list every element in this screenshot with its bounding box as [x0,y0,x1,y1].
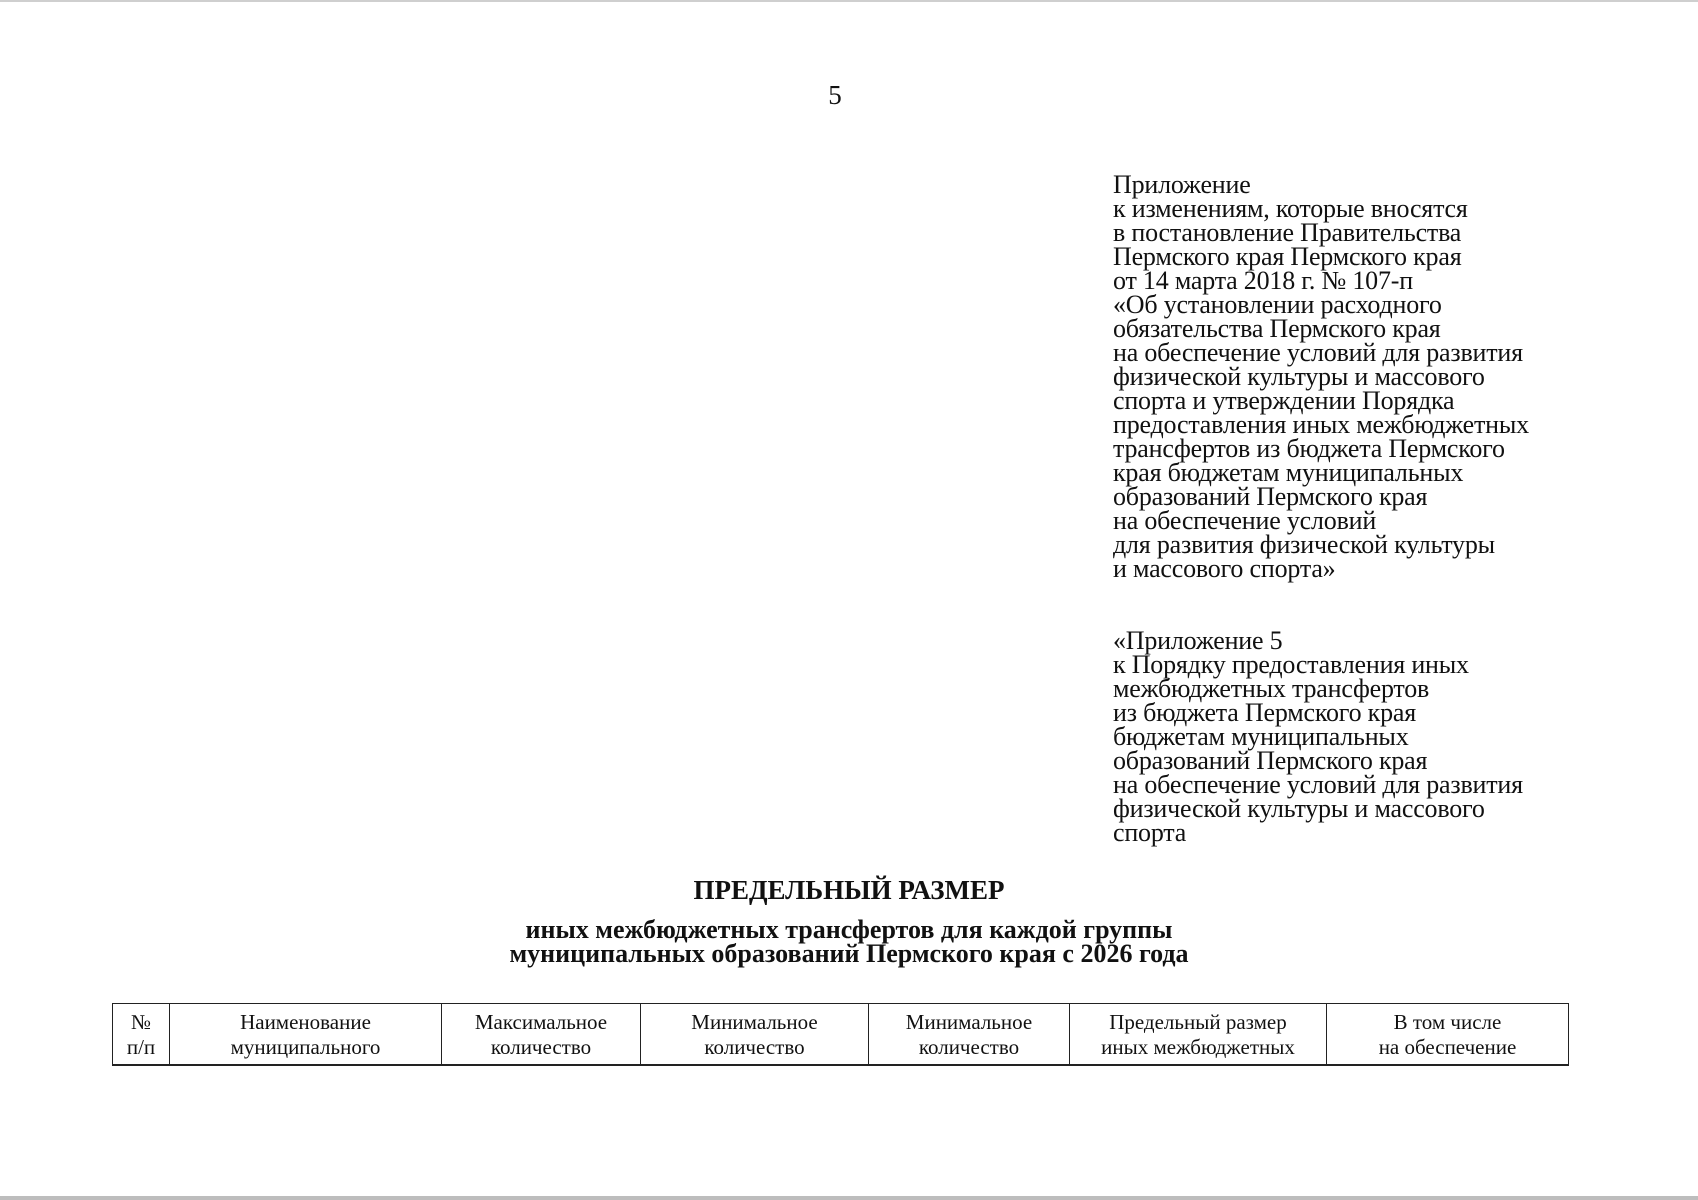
page-top-edge [0,0,1698,2]
appendix-main-line: обязательства Пермского края [1113,314,1441,343]
column-header-line: количество [704,1035,805,1059]
appendix-5-line: к Порядку предоставления иных [1113,650,1469,679]
column-header-line: на обеспечение [1378,1035,1517,1059]
appendix-5-line: физической культуры и массового [1113,794,1485,823]
document-subtitle-line: муниципальных образований Пермского края с 2026 года [509,939,1189,968]
page-number: 5 [828,80,842,110]
column-header-line: Минимальное [691,1010,818,1034]
column-header-limit-size [1070,1004,1327,1066]
document-subtitle [0,915,1698,968]
appendix-5-line: из бюджета Пермского края [1113,698,1417,727]
appendix-main-line: для развития физической культуры [1113,530,1495,559]
appendix-main-block [1113,170,1673,583]
column-header-line: количество [918,1035,1020,1059]
column-header-line: иных межбюджетных [1101,1035,1295,1059]
appendix-main-line: физической культуры и массового [1113,362,1485,391]
limits-table-wrapper [112,1003,1568,1066]
appendix-main-line: и массового спорта» [1113,554,1336,583]
column-header-line: Минимальное [905,1010,1033,1034]
appendix-5-line: на обеспечение условий для развития [1113,770,1523,799]
appendix-main-line: к изменениям, которые вносятся [1113,194,1468,223]
appendix-main-line: на обеспечение условий для развития [1113,338,1523,367]
column-header-number [113,1004,170,1066]
column-header-line: Наименование [240,1010,371,1034]
column-header-municipality-name [170,1004,442,1066]
column-header-maximum-count [442,1004,641,1066]
appendix-main-line: от 14 марта 2018 г. № 107-п [1113,266,1413,295]
column-header-line: количество [490,1035,592,1059]
document-title: ПРЕДЕЛЬНЫЙ РАЗМЕР [693,875,1005,905]
appendix-main-line: спорта и утверждении Порядка [1113,386,1455,415]
appendix-5-line: образований Пермского края [1113,746,1428,775]
appendix-main-line: на обеспечение условий [1113,506,1377,535]
column-header-line: п/п [126,1035,156,1059]
appendix-main-line: Приложение [1113,170,1251,199]
column-header-including [1327,1004,1569,1066]
column-header-line: муниципального [230,1035,381,1059]
column-header-minimum-count-1 [641,1004,869,1066]
appendix-main-line: «Об установлении расходного [1113,290,1442,319]
limits-table [112,1003,1569,1066]
appendix-main-line: в постановление Правительства [1113,218,1462,247]
document-subtitle-line: иных межбюджетных трансфертов для каждой группы [525,915,1173,944]
appendix-5-line: «Приложение 5 [1113,626,1283,655]
appendix-main-line: трансфертов из бюджета Пермского [1113,434,1505,463]
appendix-5-line: межбюджетных трансфертов [1113,674,1430,703]
column-header-line: Максимальное [474,1010,608,1034]
appendix-main-line: края бюджетам муниципальных [1113,458,1464,487]
appendix-main-line: образований Пермского края [1113,482,1428,511]
appendix-5-line: спорта [1113,818,1187,847]
column-header-line: Предельный размер [1109,1010,1287,1034]
appendix-5-line: бюджетам муниципальных [1113,722,1409,751]
column-header-line: № [130,1010,152,1034]
appendix-main-line: Пермского края Пермского края [1113,242,1462,271]
column-header-minimum-count-2 [869,1004,1070,1066]
table-header-row [113,1004,1569,1066]
appendix-main-line: предоставления иных межбюджетных [1113,410,1529,439]
appendix-5-block [1113,626,1673,847]
column-header-line: В том числе [1393,1010,1502,1034]
page-bottom-edge [0,1196,1698,1200]
